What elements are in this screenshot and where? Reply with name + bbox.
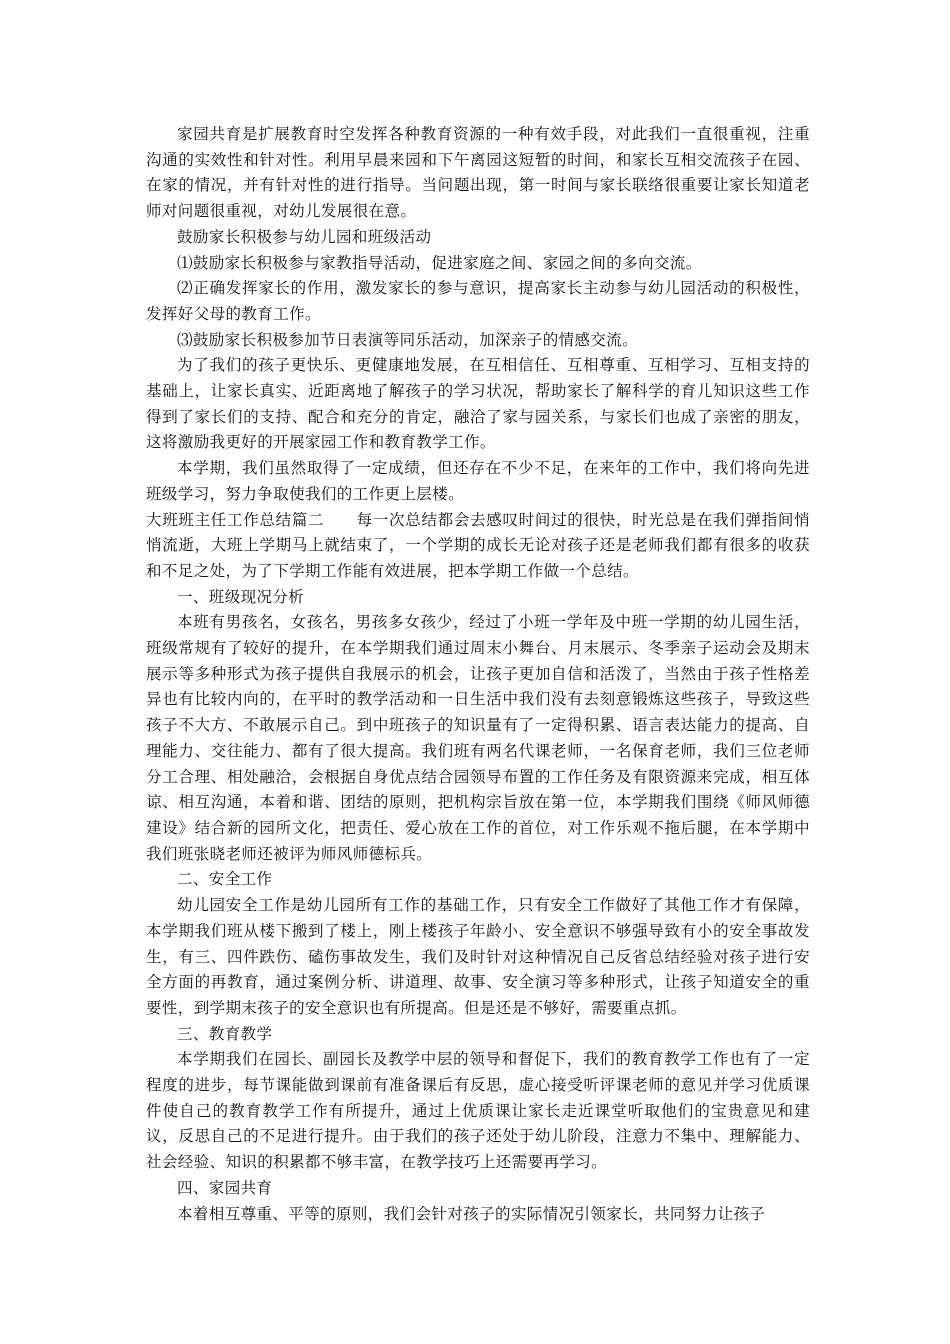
paragraph-home-school-cooperation: 家园共育是扩展教育时空发挥各种教育资源的一种有效手段，对此我们一直很重视，注重沟通的实效性和针对性。利用早晨来园和下午离园这短暂的时间，和家长互相交流孩子在园、在家的情况，并有针对性的进行指导。当问题出现，第一时间与家长联络很重要让家长知道老师对问题很重视，对幼儿发展很在意。 — [146, 125, 810, 221]
paragraph-item-3: ⑶鼓励家长积极参加节日表演等同乐活动，加深亲子的情感交流。 — [177, 330, 639, 349]
section-heading-teaching: 三、教育教学 — [177, 1024, 273, 1043]
paragraph-encourage-parents-heading: 鼓励家长积极参与幼儿园和班级活动 — [177, 227, 432, 246]
paragraph-summary-two-text: 每一次总结都会去感叹时间过的很快，时光总是在我们弹指间悄悄流逝，大班上学期马上就结束了，一个学期的成长无论对孩子还是老师我们都有很多的收获和不足之处，为了下学期工作能有效进展，把本学期工作做一个总结。 — [146, 510, 810, 580]
section-heading-class-status: 一、班级现况分析 — [177, 587, 305, 606]
paragraph-summary-part-two — [146, 508, 810, 585]
paragraph-semester-shortcomings: 本学期，我们虽然取得了一定成绩，但还存在不少不足，在来年的工作中，我们将向先进班级学习，努力争取使我们的工作更上层楼。 — [146, 459, 810, 503]
section-heading-home-school: 四、家园共育 — [177, 1178, 273, 1197]
section-heading-safety: 二、安全工作 — [177, 870, 273, 889]
paragraph-class-status: 本班有男孩名，女孩名，男孩多女孩少，经过了小班一学年及中班一学期的幼儿园生活，班级常规有了较好的提升，在本学期我们通过周末小舞台、月末展示、冬季亲子运动会及期末展示等多种形式为孩子提供自我展示的机会，让孩子更加自信和活泼了，当然由于孩子性格差异也有比较内向的，在平时的教学活动和一日生活中我们没有去刻意锻炼这些孩子，导致这些孩子不大方、不敢展示自己。到中班孩子的知识量有了一定得积累、语言表达能力的提高、自理能力、交往能力、都有了很大提高。我们班有两名代课老师，一名保育老师，我们三位老师分工合理、相处融洽，会根据自身优点结合园领导布置的工作任务及有限资源来完成，相互体谅、相互沟通，本着和谐、团结的原则，把机构宗旨放在第一位，本学期我们围绕《师风师德建设》结合新的园所文化，把责任、爱心放在工作的首位，对工作乐观不拖后腿，在本学期中我们班张晓老师还被评为师风师德标兵。 — [146, 613, 810, 863]
paragraph-item-1: ⑴鼓励家长积极参与家教指导活动，促进家庭之间、家园之间的多向交流。 — [177, 253, 702, 272]
paragraph-teaching: 本学期我们在园长、副园长及教学中层的领导和督促下，我们的教育教学工作也有了一定程度的进步，每节课能做到课前有准备课后有反思，虚心接受听评课老师的意见并学习优质课件使自己的教育教学工作有所提升，通过上优质课让家长走近课堂听取他们的宝贵意见和建议，反思自己的不足进行提升。由于我们的孩子还处于幼儿阶段，注意力不集中、理解能力、社会经验、知识的积累都不够丰富，在教学技巧上还需要再学习。 — [146, 1050, 810, 1172]
paragraph-home-school-start: 本着相互尊重、平等的原则，我们会针对孩子的实际情况引领家长，共同努力让孩子 — [177, 1204, 766, 1223]
document-body — [146, 122, 810, 1227]
paragraph-children-development: 为了我们的孩子更快乐、更健康地发展，在互相信任、互相尊重、互相学习、互相支持的基础上，让家长真实、近距离地了解孩子的学习状况，帮助家长了解科学的育儿知识这些工作得到了家长们的支持、配合和充分的肯定，融洽了家与园关系，与家长们也成了亲密的朋友，这将激励我更好的开展家园工作和教育教学工作。 — [146, 356, 810, 452]
section-title-summary-two: 大班班主任工作总结篇二 — [146, 510, 325, 529]
paragraph-safety: 幼儿园安全工作是幼儿园所有工作的基础工作，只有安全工作做好了其他工作才有保障，本学期我们班从楼下搬到了楼上，刚上楼孩子年龄小、安全意识不够强导致有小的安全事故发生，有三、四件跌伤、磕伤事故发生，我们及时针对这种情况自己反省总结经验对孩子进行安全方面的再教育，通过案例分析、讲道理、故事、安全演习等多种形式，让孩子知道安全的重要性，到学期末孩子的安全意识也有所提高。但是还是不够好，需要重点抓。 — [146, 896, 810, 1017]
paragraph-item-2: ⑵正确发挥家长的作用，激发家长的参与意识，提高家长主动参与幼儿园活动的积极性，发挥好父母的教育工作。 — [146, 279, 810, 323]
